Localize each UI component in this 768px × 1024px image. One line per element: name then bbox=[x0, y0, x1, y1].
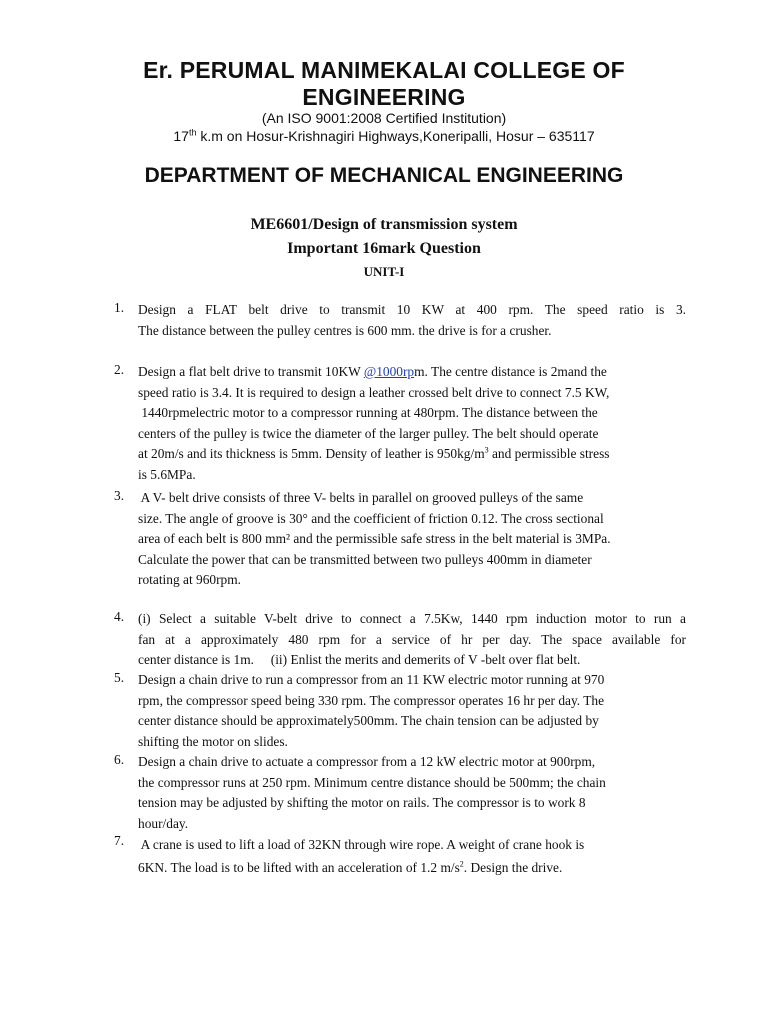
college-address bbox=[0, 128, 768, 144]
important-questions-heading: Important 16mark Question bbox=[287, 240, 481, 257]
question-line: (i) Select a suitable V-belt drive to connect a 7.5Kw, 1440 rpm induction motor to run a bbox=[138, 611, 686, 626]
question-line: area of each belt is 800 mm² and the permissible safe stress in the belt material is 3MPa. bbox=[138, 531, 611, 546]
question-text: . Design the drive. bbox=[463, 860, 563, 875]
question-line: center distance should be approximately500mm. The chain tension can be adjusted by bbox=[138, 713, 599, 728]
unit-heading: UNIT-I bbox=[363, 264, 405, 279]
question-line: A crane is used to lift a load of 32KN through wire rope. A weight of crane hook is bbox=[138, 837, 585, 852]
question-line: is 5.6MPa. bbox=[138, 466, 196, 482]
question-line: center distance is 1m. (ii) Enlist the merits and demerits of V -belt over flat belt. bbox=[138, 652, 581, 667]
question-line bbox=[138, 444, 686, 465]
question-text: m. The centre distance is 2mand the bbox=[414, 364, 607, 379]
question-line: Design a FLAT belt drive to transmit 10 KW at 400 rpm. The speed ratio is 3. bbox=[138, 302, 686, 317]
question-line: centers of the pulley is twice the diameter of the larger pulley. The belt should operate bbox=[138, 425, 599, 441]
question-number: 7. bbox=[114, 833, 125, 848]
email-link[interactable]: @1000rp bbox=[363, 364, 415, 379]
question-number: 6. bbox=[114, 752, 125, 767]
question-text: Design a flat belt drive to transmit 10KW bbox=[138, 364, 364, 379]
superscript: 2 bbox=[459, 859, 464, 869]
college-name-line-2: ENGINEERING bbox=[302, 84, 466, 110]
question-line: tension may be adjusted by shifting the motor on rails. The compressor is to work 8 bbox=[138, 795, 586, 810]
question-line: size. The angle of groove is 30° and the coefficient of friction 0.12. The cross sectional bbox=[138, 510, 604, 526]
question-number: 3. bbox=[114, 488, 125, 503]
question-text: 6KN. The load is to be lifted with an acceleration of 1.2 m/s bbox=[138, 860, 460, 875]
college-name-line-1: Er. PERUMAL MANIMEKALAI COLLEGE OF bbox=[143, 57, 625, 83]
question-line: hour/day. bbox=[138, 815, 189, 831]
question-line: the compressor runs at 250 rpm. Minimum centre distance should be 500mm; the chain bbox=[138, 774, 606, 790]
question-line: Calculate the power that can be transmitted between two pulleys 400mm in diameter bbox=[138, 551, 592, 567]
question-line: Design a chain drive to run a compressor from an 11 KW electric motor running at 970 bbox=[138, 672, 605, 687]
address-superscript: th bbox=[188, 127, 197, 138]
question-line: rpm, the compressor speed being 330 rpm. The compressor operates 16 hr per day. The bbox=[138, 692, 605, 708]
question-number: 4. bbox=[114, 609, 125, 624]
question-line: A V- belt drive consists of three V- belts in parallel on grooved pulleys of the same bbox=[138, 490, 584, 505]
question-number: 1. bbox=[114, 300, 125, 315]
question-line: 1440rpmelectric motor to a compressor running at 480rpm. The distance between the bbox=[138, 405, 598, 420]
question-line: rotating at 960rpm. bbox=[138, 572, 242, 587]
question-line bbox=[138, 856, 686, 879]
department-title: DEPARTMENT OF MECHANICAL ENGINEERING bbox=[144, 164, 624, 187]
question-line: The distance between the pulley centres is 600 mm. the drive is for a crusher. bbox=[138, 322, 552, 338]
address-number: 17 bbox=[173, 128, 189, 144]
question-text: at 20m/s and its thickness is 5mm. Density of leather is 950kg/m bbox=[138, 446, 485, 461]
question-line: speed ratio is 3.4. It is required to design a leather crossed belt drive to connect 7.5 KW, bbox=[138, 384, 610, 400]
question-line: Design a chain drive to actuate a compressor from a 12 kW electric motor at 900rpm, bbox=[138, 754, 596, 769]
question-number: 2. bbox=[114, 362, 125, 377]
course-title: ME6601/Design of transmission system bbox=[250, 216, 518, 233]
question-text: and permissible stress bbox=[488, 446, 610, 461]
question-line bbox=[138, 362, 686, 383]
question-number: 5. bbox=[114, 670, 125, 685]
address-text: k.m on Hosur-Krishnagiri Highways,Koneripalli, Hosur – 635117 bbox=[196, 128, 595, 144]
superscript: 3 bbox=[484, 445, 489, 455]
question-line: fan at a approximately 480 rpm for a service of hr per day. The space available for bbox=[138, 631, 686, 647]
question-line: shifting the motor on slides. bbox=[138, 733, 288, 749]
iso-certification: (An ISO 9001:2008 Certified Institution) bbox=[261, 110, 507, 126]
